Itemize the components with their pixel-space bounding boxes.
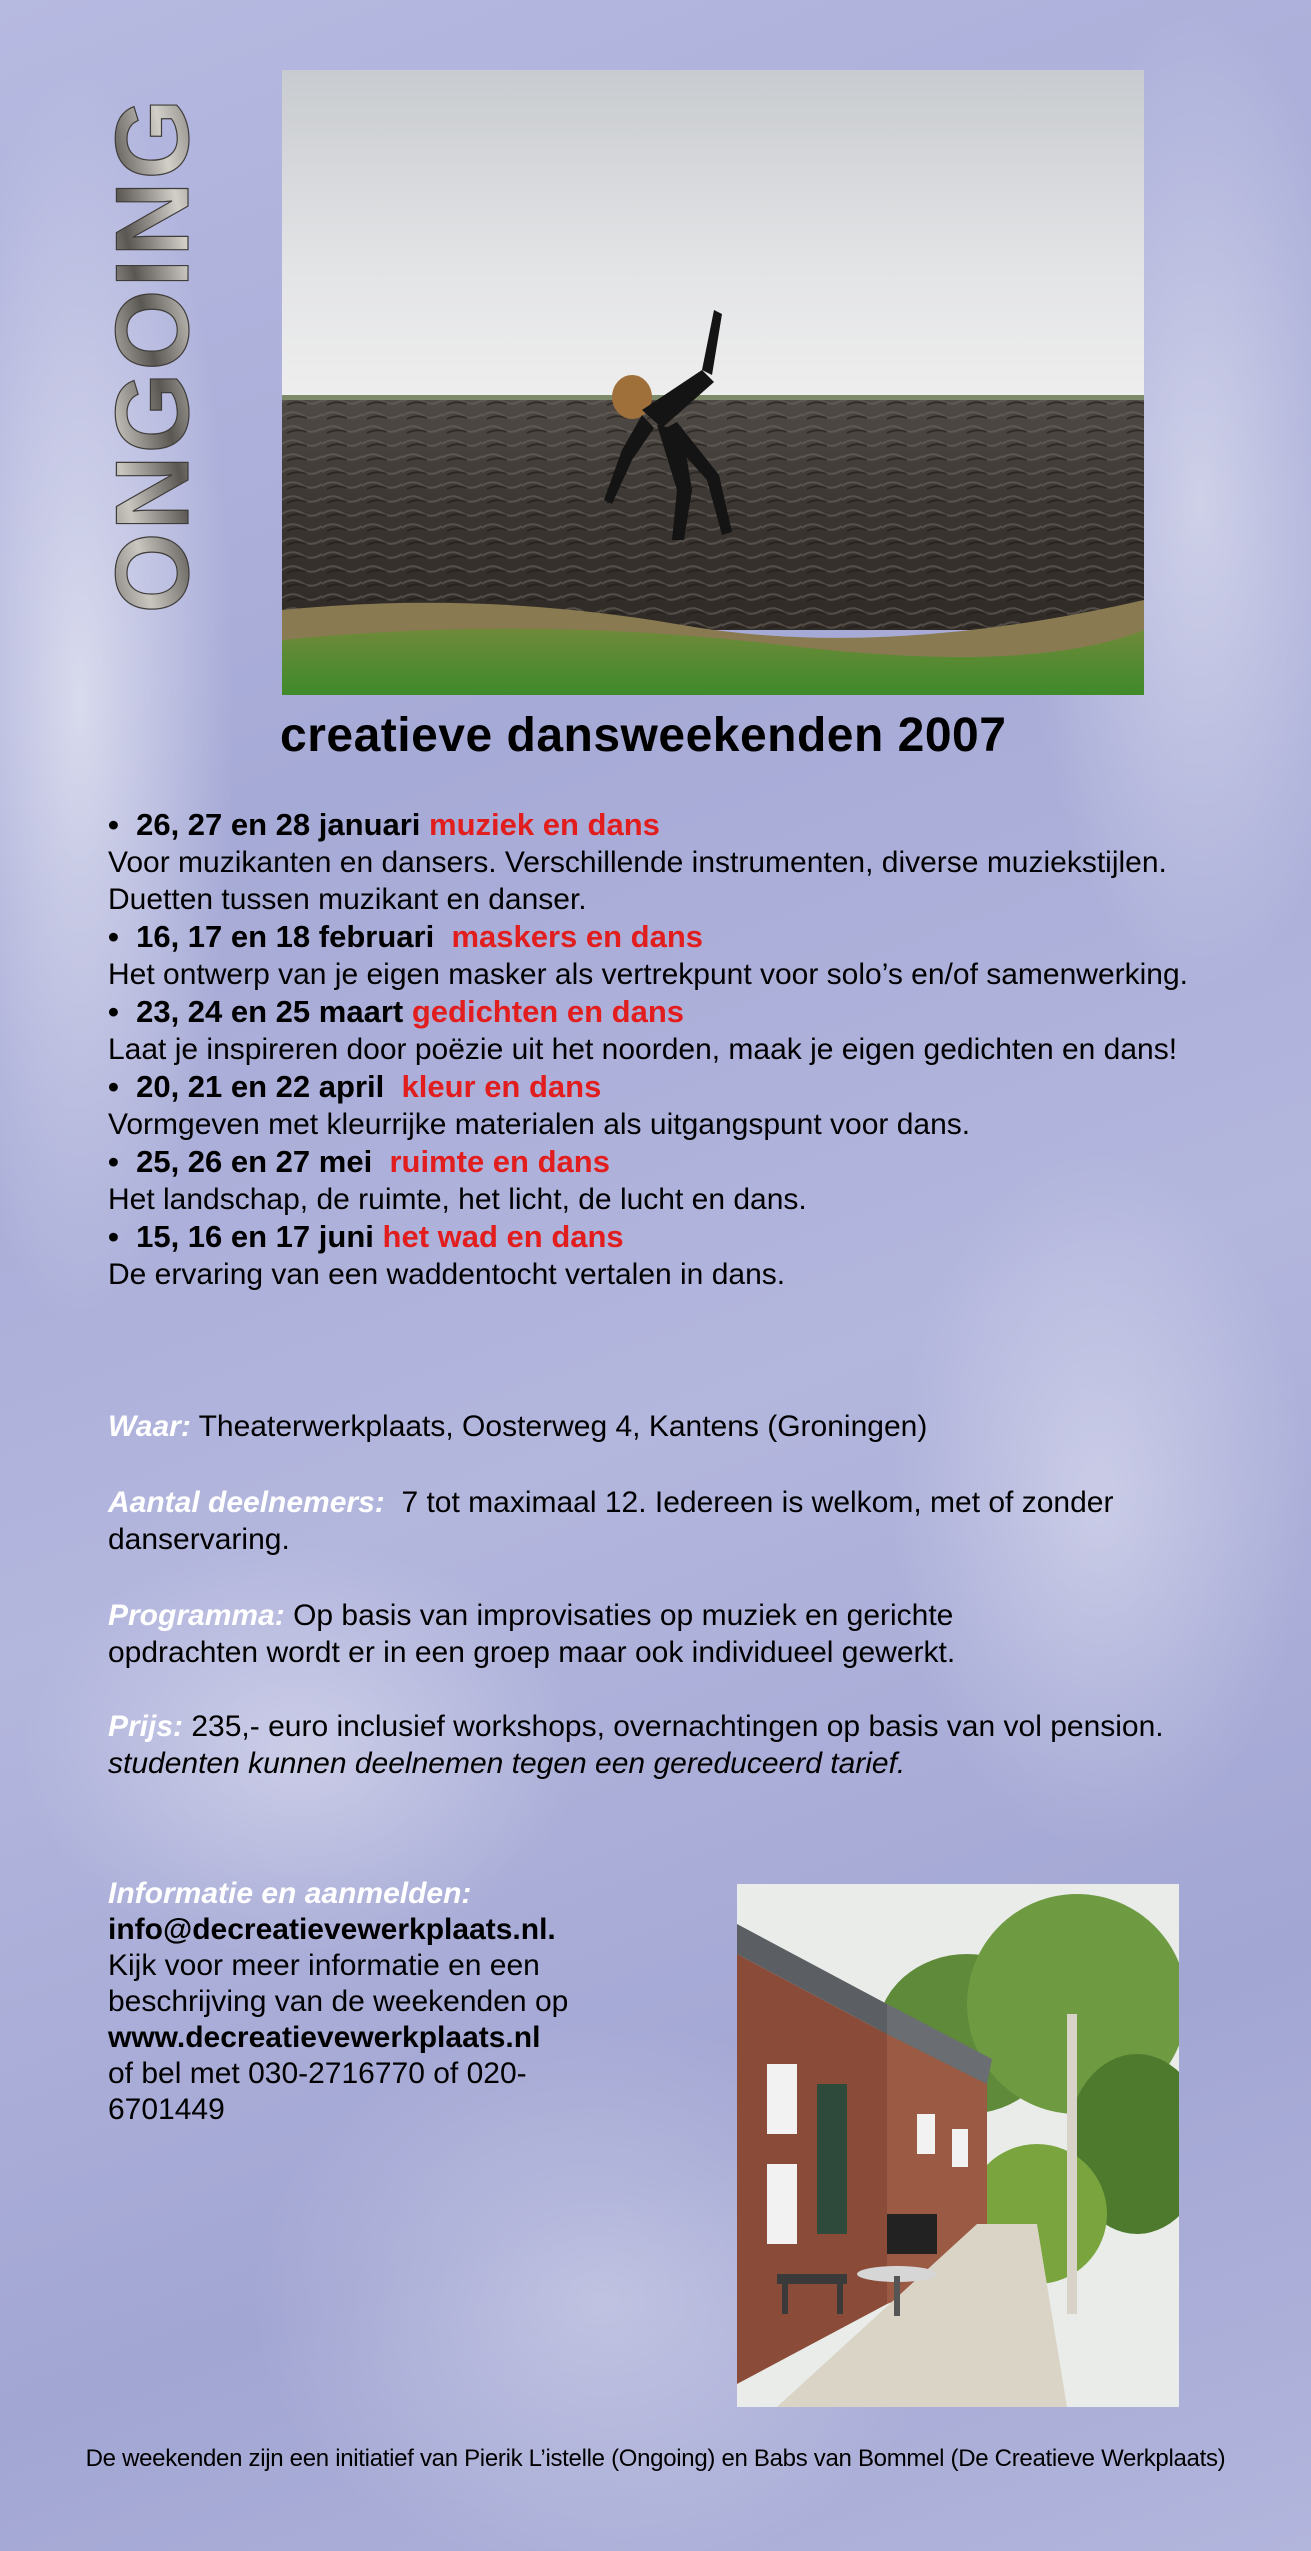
event-topic: maskers en dans bbox=[451, 919, 704, 954]
event-description: Vormgeven met kleurrijke materialen als uitgangspunt voor dans. bbox=[108, 1108, 971, 1141]
contact-block bbox=[108, 1876, 718, 2128]
event-heading: • 15, 16 en 17 juni het wad en dans bbox=[108, 1219, 624, 1254]
program-label: Programma: bbox=[108, 1599, 285, 1632]
event-description: Het ontwerp van je eigen masker als vertrekpunt voor solo’s en/of samenwerking. bbox=[108, 958, 1188, 991]
event-description: Laat je inspireren door poëzie uit het noorden, maak je eigen gedichten en dans! bbox=[108, 1033, 1178, 1066]
ongoing-title bbox=[100, 65, 210, 645]
event-item bbox=[108, 918, 1228, 993]
program-text: Op basis van improvisaties op muziek en gerichte opdrachten wordt er in een groep maar ook individueel gewerkt. bbox=[108, 1599, 956, 1669]
event-list bbox=[108, 806, 1228, 1293]
event-heading: • 25, 26 en 27 mei ruimte en dans bbox=[108, 1144, 610, 1179]
price-text: 235,- euro inclusief workshops, overnachtingen op basis van vol pension. bbox=[191, 1710, 1164, 1743]
price-info bbox=[108, 1708, 1228, 1782]
program-info bbox=[108, 1597, 1108, 1671]
event-topic: ruimte en dans bbox=[389, 1144, 610, 1179]
event-description: Voor muzikanten en dansers. Verschillende instrumenten, diverse muziekstijlen. Duetten tussen muzikant en danser. bbox=[108, 846, 1167, 916]
contact-phone: of bel met 030-2716770 of 020-6701449 bbox=[108, 2057, 527, 2126]
ongoing-title-text: ONGOING bbox=[100, 96, 210, 614]
participants-info bbox=[108, 1484, 1228, 1558]
location-info bbox=[108, 1408, 1228, 1445]
participants-text: 7 tot maximaal 12. Iedereen is welkom, met of zonder danservaring. bbox=[108, 1486, 1114, 1556]
event-item bbox=[108, 1143, 1228, 1218]
location-text: Theaterwerkplaats, Oosterweg 4, Kantens (Groningen) bbox=[198, 1410, 928, 1443]
event-heading: • 26, 27 en 28 januari muziek en dans bbox=[108, 807, 660, 842]
farmhouse-photo bbox=[737, 1884, 1179, 2407]
price-note: studenten kunnen deelnemen tegen een gereduceerd tarief. bbox=[108, 1747, 906, 1780]
contact-email[interactable]: info@decreatievewerkplaats.nl. bbox=[108, 1913, 556, 1946]
footer-credit: De weekenden zijn een initiatief van Pierik L’istelle (Ongoing) en Babs van Bommel (De Creatieve Werkplaats) bbox=[85, 2445, 1226, 2472]
event-heading: • 20, 21 en 22 april kleur en dans bbox=[108, 1069, 602, 1104]
event-topic: gedichten en dans bbox=[411, 994, 685, 1029]
location-label: Waar: bbox=[108, 1410, 191, 1443]
dancer-field-photo bbox=[282, 70, 1144, 695]
event-topic: het wad en dans bbox=[382, 1219, 624, 1254]
contact-text: Kijk voor meer informatie en een beschrijving van de weekenden op bbox=[108, 1949, 569, 2018]
event-item bbox=[108, 1218, 1228, 1293]
event-description: Het landschap, de ruimte, het licht, de lucht en dans. bbox=[108, 1183, 807, 1216]
event-heading: • 23, 24 en 25 maart gedichten en dans bbox=[108, 994, 685, 1029]
event-item bbox=[108, 1068, 1228, 1143]
event-item bbox=[108, 806, 1228, 918]
participants-label: Aantal deelnemers: bbox=[108, 1486, 385, 1519]
event-item bbox=[108, 993, 1228, 1068]
event-topic: kleur en dans bbox=[401, 1069, 602, 1104]
event-topic: muziek en dans bbox=[429, 807, 660, 842]
event-heading: • 16, 17 en 18 februari maskers en dans bbox=[108, 919, 704, 954]
contact-website[interactable]: www.decreatievewerkplaats.nl bbox=[108, 2021, 541, 2054]
contact-label: Informatie en aanmelden: bbox=[108, 1877, 472, 1910]
price-label: Prijs: bbox=[108, 1710, 184, 1743]
page-headline: creatieve dansweekenden 2007 bbox=[280, 709, 1007, 762]
event-description: De ervaring van een waddentocht vertalen in dans. bbox=[108, 1258, 786, 1291]
